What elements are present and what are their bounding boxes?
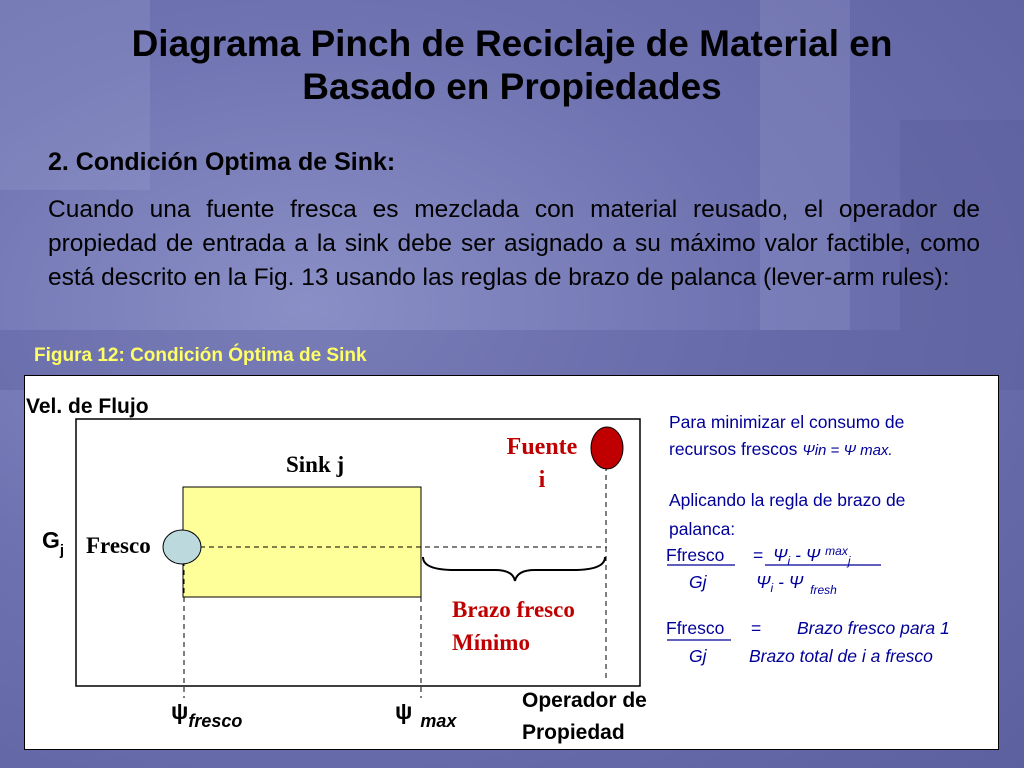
x-axis-label-line-1: Operador de [522,689,647,712]
figure-caption: Figura 12: Condición Óptima de Sink [34,345,367,366]
eq1-numerator-lhs: Ffresco [666,545,725,565]
title-line-1: Diagrama Pinch de Reciclaje de Material en [131,23,893,64]
eq1-denominator-rhs: $\Psi_i$ - Ψ $_{fresh}$ [756,572,837,597]
pinch-diagram [25,376,1000,751]
eq2-equals: = [751,618,762,638]
fuente-point-icon [591,427,623,469]
fresco-point-icon [163,530,201,564]
x-axis-label-line-2: Propiedad [522,721,625,744]
brace-icon [423,557,605,581]
eq1-equals: = [753,545,764,565]
eq2-denominator-lhs: Gj [689,646,707,666]
sink-rectangle [183,487,421,597]
fresco-label: Fresco [86,533,151,558]
title-line-2: Basado en Propiedades [302,66,722,107]
brazo-label-line-1: Brazo fresco [452,597,575,622]
sink-label: Sink j [286,452,345,477]
fuente-label-line-1: Fuente [506,434,578,460]
slide-title [20,22,1004,108]
y-axis-label: Vel. de Flujo [26,395,149,418]
body-paragraph: Cuando una fuente fresca es mezclada con material reusado, el operador de propiedad de entrada a la sink debe ser asignado a su máximo valor factible, como está descrito en la Fig. 13 usando las reglas de brazo de palanca (lever-arm rules): [48,196,980,291]
brazo-label-line-2: Mínimo [452,630,530,655]
fuente-label-line-2: i [538,467,546,493]
eq1-numerator-rhs: $\Psi_i$ - Ψ $^{max}_j$ [773,544,851,568]
note1-line-2: recursos frescos Ψin = Ψ max. [669,439,893,459]
note1-line-1: Para minimizar el consumo de [669,412,905,432]
note2-line-1: Aplicando la regla de brazo de [669,490,906,510]
eq2-numerator-lhs: Ffresco [666,618,725,638]
psi-max-label: ψ $_{max}$ [395,698,457,731]
eq2-denominator-rhs: Brazo total de i a fresco [749,646,933,666]
gj-label: $G_j$ [42,527,65,559]
eq2-numerator-rhs: Brazo fresco para 1 [797,618,950,638]
psi-fresco-label: $\psi_{fresco}$ [171,698,243,731]
note2-line-2: palanca: [669,519,736,539]
eq1-denominator-lhs: Gj [689,572,707,592]
figure-panel [24,375,999,750]
section-heading: 2. Condición Optima de Sink: [48,148,396,176]
